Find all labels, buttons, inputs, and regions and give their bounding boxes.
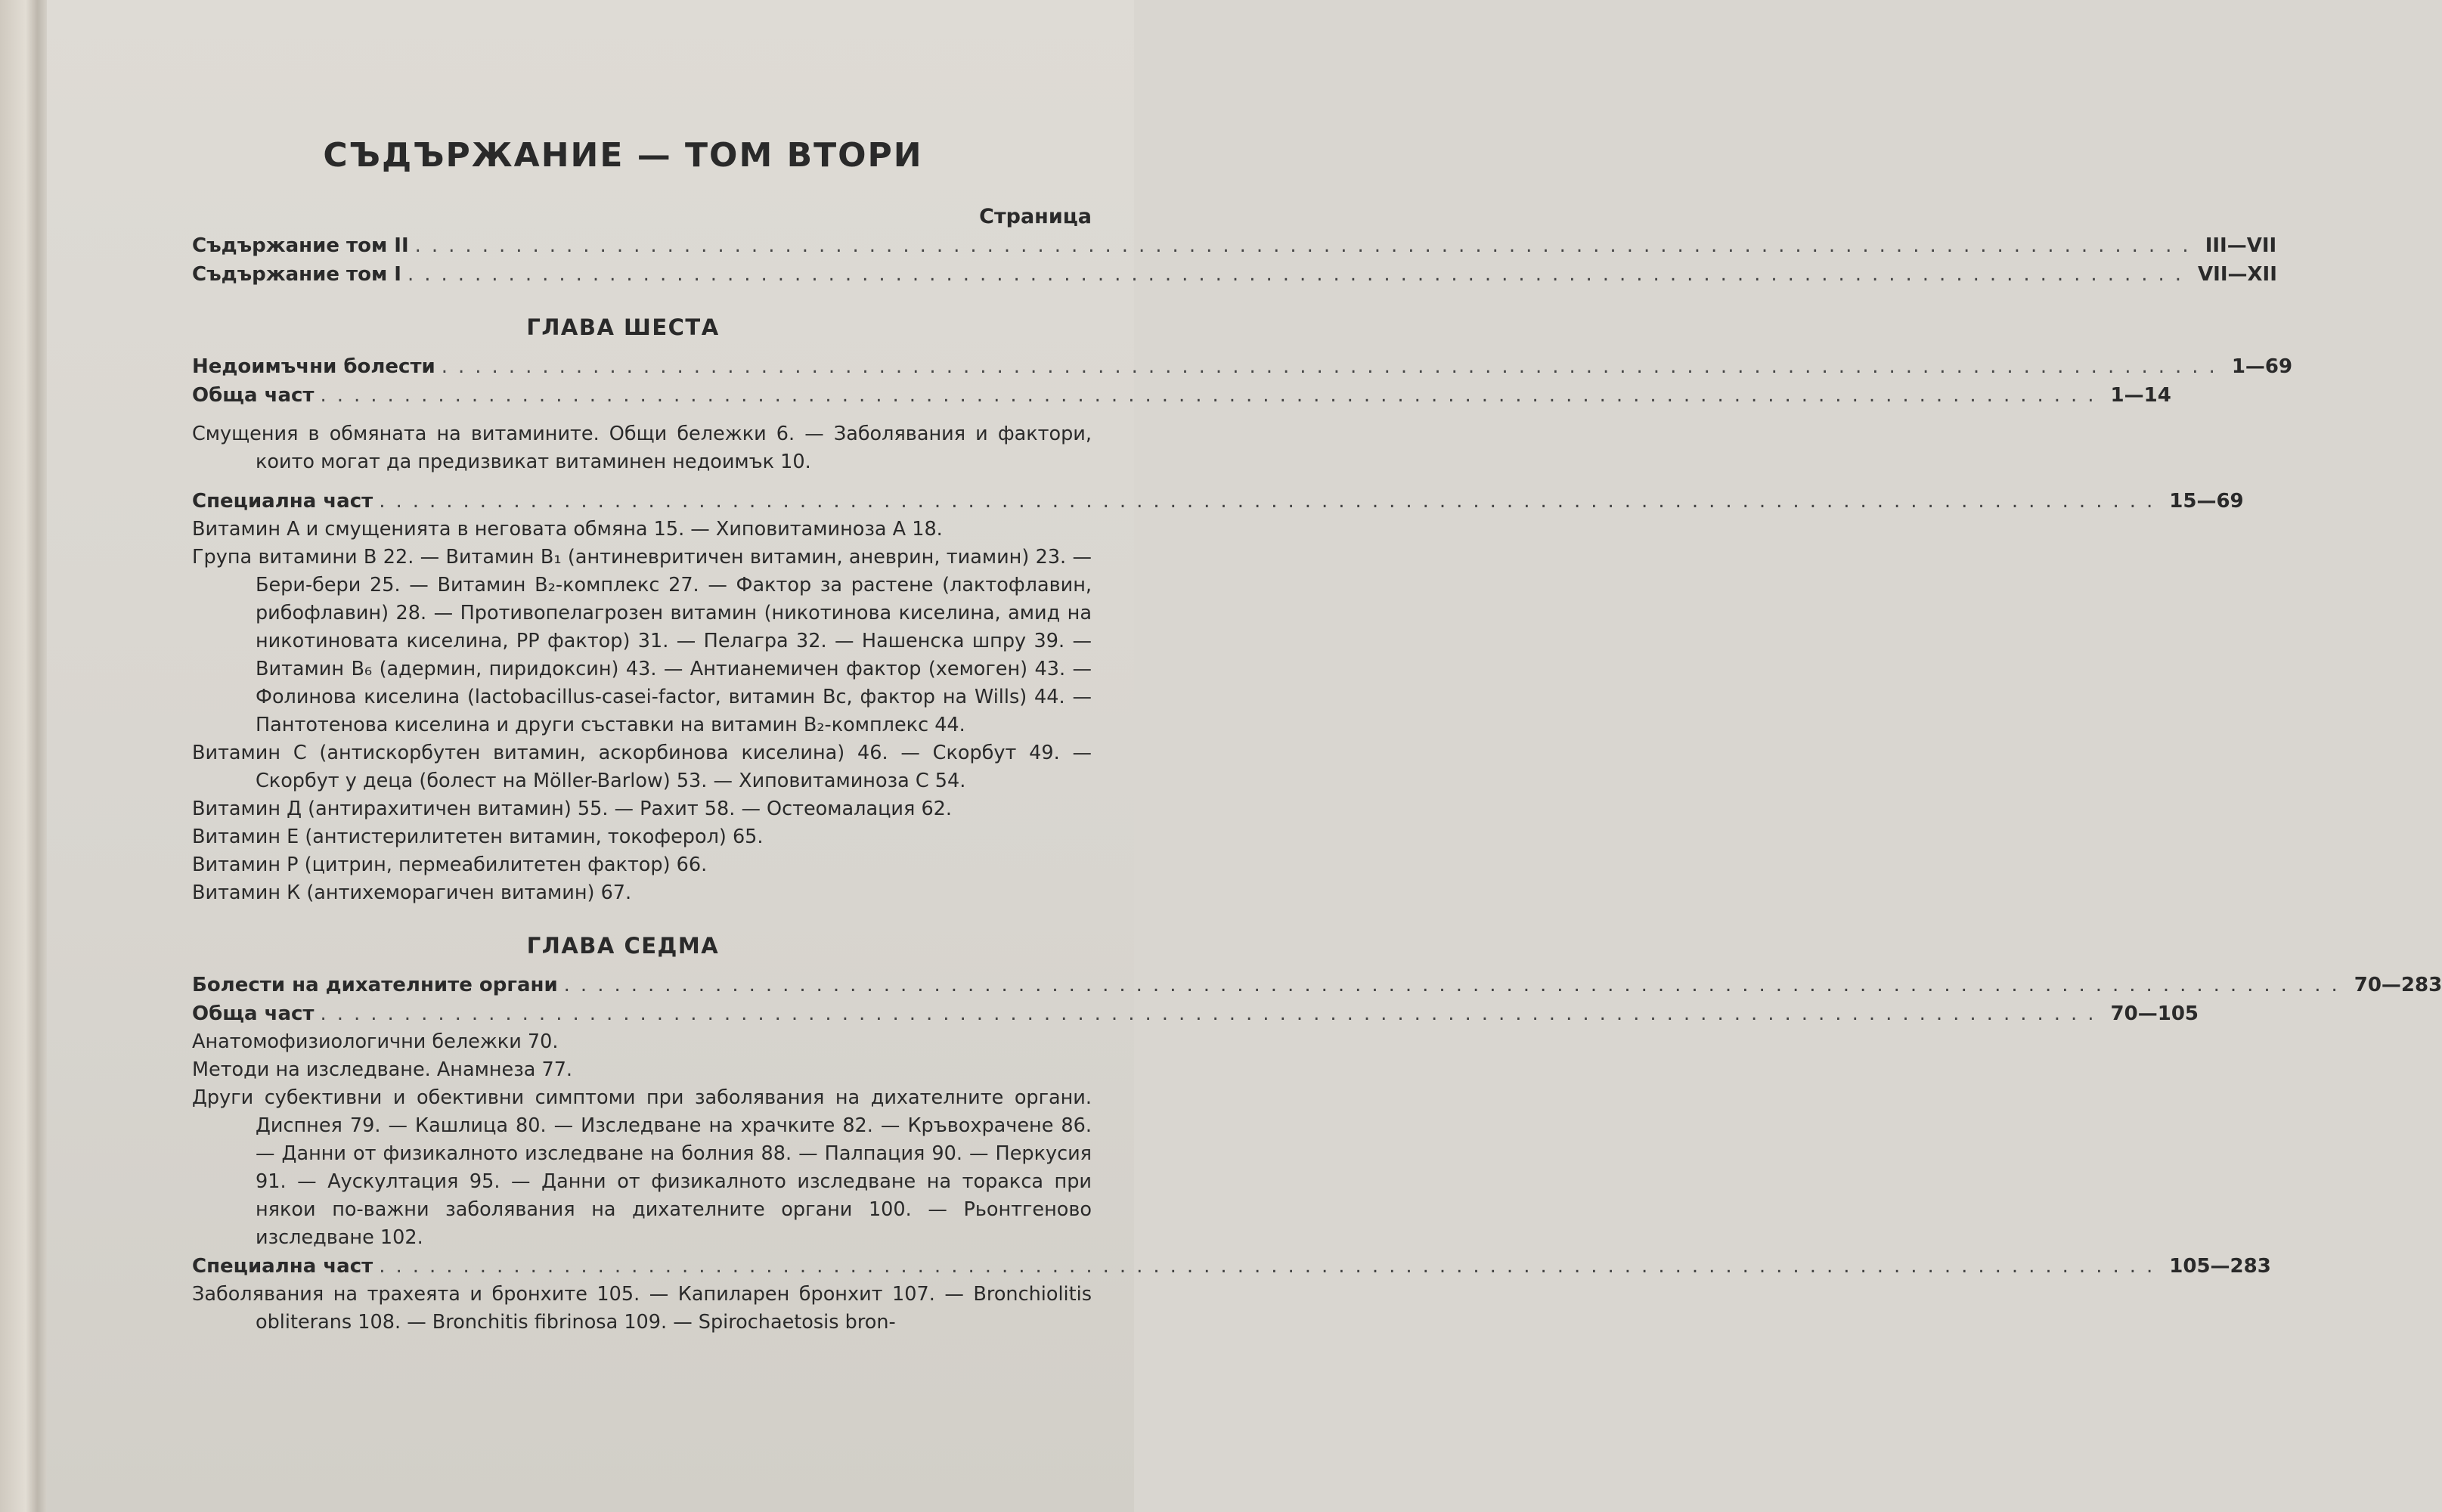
toc-entry <box>192 381 2171 410</box>
toc-paragraph: Група витамини В 22. — Витамин B₁ (антиневритичен витамин, аневрин, тиамин) 23. — Бери-бери 25. — Витамин B₂-комплекс 27. — Фактор за растене (лактофлавин, рибофлавин) 28. — Противопелагрозен витамин (никотинова киселина, амид на никотиновата киселина, PP фактор) 31. — Пелагра 32. — Нашенска шпру 39. — Витамин B₆ (адермин, пиридоксин) 43. — Антианемичен фактор (хемоген) 43. — Фолинова киселина (lactobacillus-casei-factor, витамин Bc, фактор на Wills) 44. — Пантотенова киселина и други съставки на витамин B₂-комплекс 44. <box>192 546 1092 736</box>
toc-entry <box>192 487 2244 516</box>
dot-leader: .......................................................................................................... <box>563 974 2348 996</box>
toc-entry-pages: 70—105 <box>2110 1002 2199 1025</box>
toc-entry-label: Недоимъчни болести <box>192 355 435 378</box>
book-spine <box>0 0 47 1512</box>
dot-leader: .......................................................................................................... <box>414 234 2199 257</box>
toc-paragraph: Витамин К (антихеморагичен витамин) 67. <box>192 881 632 904</box>
toc-content <box>192 129 2442 1337</box>
toc-entry-pages: 1—69 <box>2231 355 2293 378</box>
toc-entry-label: Съдържание том I <box>192 263 401 286</box>
toc-entry <box>192 1252 2271 1281</box>
chapter-heading: ГЛАВА ШЕСТА <box>526 314 720 340</box>
toc-paragraph: Смущения в обмяната на витамините. Общи бележки 6. — Заболявания и фактори, които могат да предизвикат витаминен недоимък 10. <box>192 423 1092 473</box>
toc-entry <box>192 260 2277 289</box>
toc-paragraph: Витамин Р (цитрин, пермеабилитетен фактор) 66. <box>192 854 708 876</box>
toc-paragraph: Витамин А и смущенията в неговата обмяна 15. — Хиповитаминоза А 18. <box>192 518 943 541</box>
toc-paragraph: Методи на изследване. Анамнеза 77. <box>192 1058 573 1081</box>
toc-entry <box>192 352 2293 381</box>
toc-entry <box>192 231 2277 260</box>
toc-entry-pages: 105—283 <box>2169 1255 2271 1278</box>
toc-entry-pages: VII—XII <box>2198 263 2277 286</box>
toc-paragraph: Витамин Д (антирахитичен витамин) 55. — Рахит 58. — Остеомалация 62. <box>192 798 952 820</box>
toc-entry-label: Съдържание том II <box>192 234 409 257</box>
book-page <box>47 0 2442 1512</box>
toc-entry-label: Обща част <box>192 384 315 407</box>
toc-entry-pages: 15—69 <box>2169 490 2244 513</box>
toc-entry <box>192 971 2442 999</box>
page-column-header: Страница <box>979 205 1092 228</box>
toc-entry-label: Обща част <box>192 1002 315 1025</box>
toc-entry-pages: III—VII <box>2205 234 2277 257</box>
dot-leader: .......................................................................................................... <box>379 490 2164 513</box>
dot-leader: .......................................................................................................... <box>379 1255 2164 1278</box>
dot-leader: .......................................................................................................... <box>320 1002 2105 1025</box>
toc-paragraph: Витамин Е (антистерилитетен витамин, токоферол) 65. <box>192 826 764 848</box>
toc-paragraph: Заболявания на трахеята и бронхите 105. — Капиларен бронхит 107. — Bronchiolitis obliterans 108. — Bronchitis fibrinosa 109. — Spirochaetosis bron- <box>192 1283 1092 1334</box>
page-title: СЪДЪРЖАНИЕ — ТОМ ВТОРИ <box>323 136 923 175</box>
dot-leader: .......................................................................................................... <box>320 384 2105 407</box>
dot-leader: .......................................................................................................... <box>407 263 2193 286</box>
toc-paragraph: Анатомофизиологични бележки 70. <box>192 1030 559 1053</box>
toc-entry-label: Болести на дихателните органи <box>192 974 558 996</box>
toc-entry-label: Специална част <box>192 490 373 513</box>
toc-entry-pages: 70—283 <box>2354 974 2442 996</box>
chapter-heading: ГЛАВА СЕДМА <box>526 933 720 959</box>
toc-entry-pages: 1—14 <box>2110 384 2171 407</box>
toc-entry-label: Специална част <box>192 1255 373 1278</box>
dot-leader: .......................................................................................................... <box>441 355 2226 378</box>
toc-paragraph: Други субективни и обективни симптоми при заболявания на дихателните органи. Диспнея 79. — Кашлица 80. — Изследване на храчките 82. — Кръвохрачене 86. — Данни от физикалното изследване на болния 88. — Палпация 90. — Перкусия 91. — Аускултация 95. — Данни от физикалното изследване на торакса при някои по-важни заболявания на дихателните органи 100. — Рьонтгеново изследване 102. <box>192 1086 1092 1249</box>
toc-paragraph: Витамин С (антискорбутен витамин, аскорбинова киселина) 46. — Скорбут 49. — Скорбут у деца (болест на Möller-Barlow) 53. — Хиповитаминоза С 54. <box>192 742 1092 792</box>
toc-entry <box>192 999 2199 1028</box>
